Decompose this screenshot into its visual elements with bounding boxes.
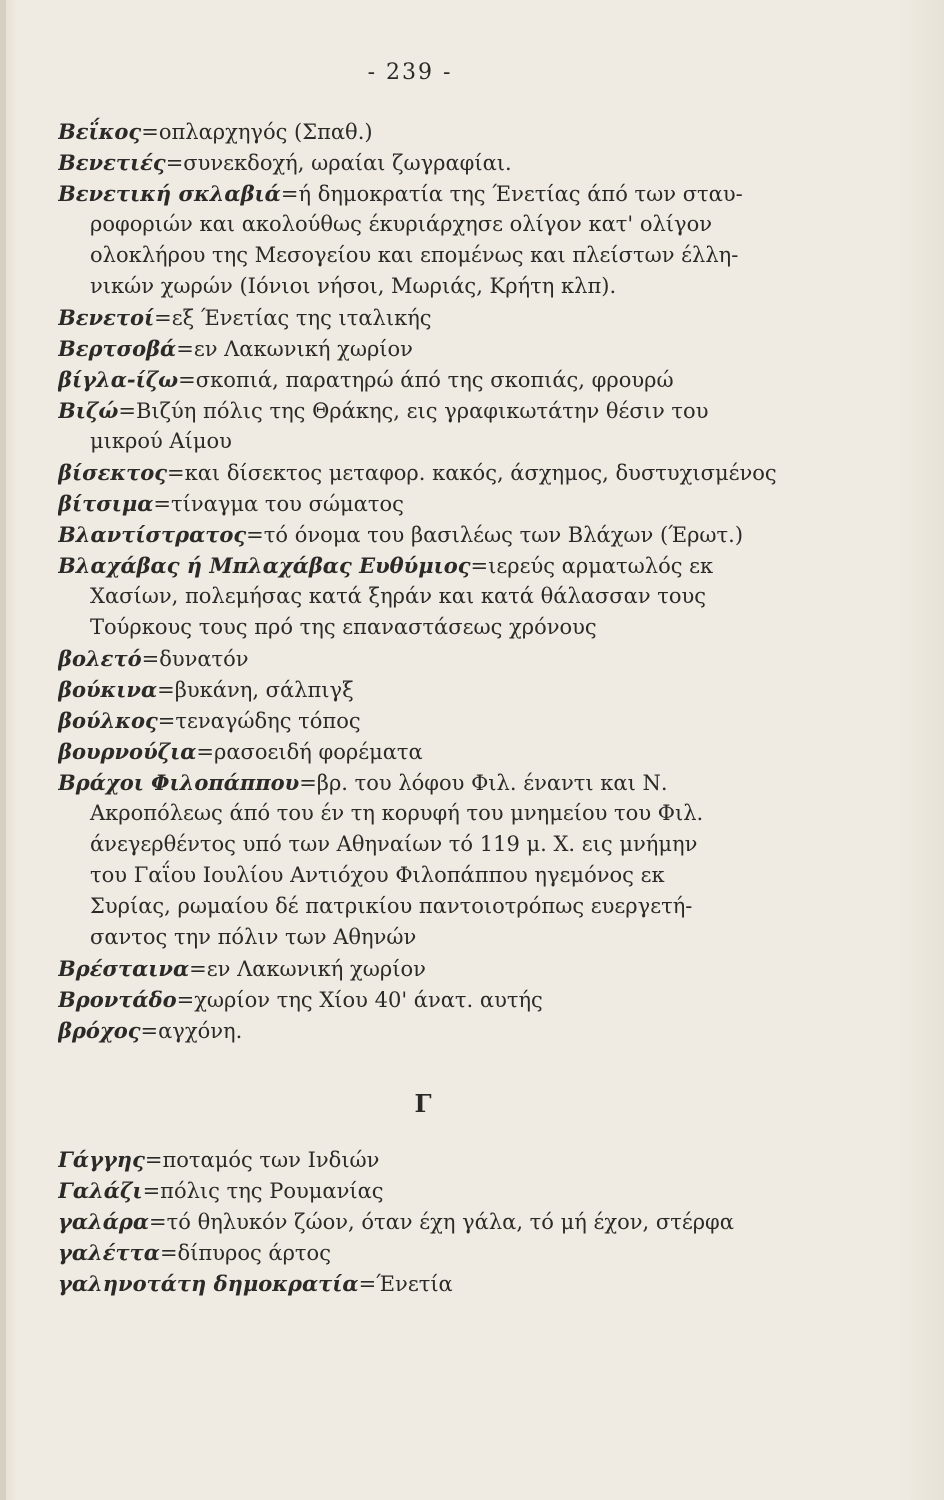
glossary-entry <box>58 364 798 395</box>
entry-definition: =ποταμός των Ινδιών <box>144 1148 380 1172</box>
entry-term: βουρνούζια <box>58 739 197 764</box>
entry-definition: =εν Λακωνική χωρίον <box>176 337 413 361</box>
entry-line <box>58 147 798 178</box>
entry-term: βούλκος <box>58 708 158 733</box>
entry-term: βολετό <box>58 646 142 671</box>
entry-line <box>58 860 798 891</box>
entry-definition: =τεναγώδης τόπος <box>157 709 361 733</box>
section-letter: Γ <box>414 1089 432 1118</box>
entry-term: Βροντάδο <box>58 987 177 1012</box>
entry-definition: =σκοπιά, παρατηρώ άπό της σκοπιάς, φρουρώ <box>178 368 674 392</box>
entry-definition: Τούρκους τους πρό της επαναστάσεως χρόνους <box>90 615 597 639</box>
glossary-entry <box>58 147 798 178</box>
entry-line <box>58 1015 798 1046</box>
entry-definition: =τίναγμα του σώματος <box>153 492 404 516</box>
entry-term: βίγλα-ίζω <box>58 367 179 392</box>
entry-term: βίσεκτος <box>58 460 168 485</box>
entry-definition: =βυκάνη, σάλπιγξ <box>157 678 354 702</box>
entry-line <box>58 984 798 1015</box>
glossary-entry <box>58 674 798 705</box>
glossary-entry <box>58 1144 798 1175</box>
entry-definition: =βρ. του λόφου Φιλ. έναντι και Ν. <box>299 771 668 795</box>
entry-line <box>58 674 798 705</box>
entry-line <box>58 333 798 364</box>
entry-line <box>58 953 798 984</box>
entry-line <box>58 240 798 271</box>
entry-line <box>58 488 798 519</box>
entry-definition: μικρού Αίμου <box>90 429 232 453</box>
entry-line <box>58 798 798 829</box>
entry-definition: άνεγερθέντος υπό των Αθηναίων τό 119 μ. Χ. εις μνήμην <box>90 832 698 856</box>
entry-line <box>58 209 798 240</box>
glossary-entry <box>58 705 798 736</box>
glossary-entry <box>58 178 798 302</box>
entry-definition: Συρίας, ρωμαίου δέ πατρικίου παντοιοτρόπως ευεργετή- <box>90 894 693 918</box>
entry-definition: Ακροπόλεως άπό του έν τη κορυφή του μνημείου του Φιλ. <box>90 801 704 825</box>
glossary-entry <box>58 333 798 364</box>
entry-term: Βλαχάβας ή Μπλαχάβας Ευθύμιος <box>58 553 471 578</box>
entry-term: Βεΐκος <box>58 119 142 144</box>
glossary-entry <box>58 488 798 519</box>
entry-line <box>58 922 798 953</box>
entry-definition: =δυνατόν <box>141 647 249 671</box>
entry-line <box>58 1144 798 1175</box>
entry-line <box>58 302 798 333</box>
entry-term: Βενετοί <box>58 305 155 330</box>
entries-section-g <box>58 1144 798 1299</box>
entry-definition: =χωρίον της Χίου 40' άνατ. αυτής <box>176 988 543 1012</box>
glossary-entry <box>58 395 798 457</box>
entry-definition: =δίπυρος άρτος <box>159 1241 331 1265</box>
entry-line <box>58 581 798 612</box>
entry-line <box>58 271 798 302</box>
page-number: - 239 - <box>367 60 453 85</box>
entry-definition: =ρασοειδή φορέματα <box>196 740 423 764</box>
entry-term: Βράχοι Φιλοπάππου <box>58 770 300 795</box>
glossary-entry <box>58 643 798 674</box>
entry-definition: =και δίσεκτος μεταφορ. κακός, άσχημος, δυστυχισμένος <box>167 461 777 485</box>
entry-term: βίτσιμα <box>58 491 154 516</box>
entry-term: Βρέσταινα <box>58 956 190 981</box>
glossary-entry <box>58 457 798 488</box>
glossary-entry <box>58 116 798 147</box>
entry-line <box>58 612 798 643</box>
entry-definition: ολοκλήρου της Μεσογείου και επομένως και πλείστων έλλη- <box>90 243 739 267</box>
entry-definition: =ή δημοκρατία της Ένετίας άπό των σταυ- <box>280 182 743 206</box>
entry-term: γαληνοτάτη δημοκρατία <box>58 1271 359 1296</box>
page-edge <box>0 0 6 1500</box>
entry-definition: =εν Λακωνική χωρίον <box>189 957 426 981</box>
entry-definition: =ιερεύς αρματωλός εκ <box>470 554 714 578</box>
entry-line <box>58 116 798 147</box>
entry-line <box>58 1206 798 1237</box>
glossary-entry <box>58 1268 798 1299</box>
entry-line <box>58 395 798 426</box>
entries-section-b <box>58 116 798 1046</box>
entry-term: γαλάρα <box>58 1209 150 1234</box>
entry-line <box>58 643 798 674</box>
entry-definition: του Γαΐου Ιουλίου Αντιόχου Φιλοπάππου ηγεμόνος εκ <box>90 863 665 887</box>
entry-line <box>58 519 798 550</box>
glossary-body <box>58 116 798 1299</box>
glossary-entry <box>58 736 798 767</box>
glossary-entry <box>58 519 798 550</box>
entry-term: Βλαντίστρατος <box>58 522 247 547</box>
entry-term: βούκινα <box>58 677 158 702</box>
entry-term: βρόχος <box>58 1018 141 1043</box>
entry-definition: Χασίων, πολεμήσας κατά ξηράν και κατά θάλασσαν τους <box>90 584 707 608</box>
glossary-entry <box>58 550 798 643</box>
entry-definition: =τό όνομα του βασιλέως των Βλάχων (Έρωτ.) <box>246 523 744 547</box>
entry-term: Γάγγης <box>58 1147 145 1172</box>
entry-term: Γαλάζι <box>58 1178 143 1203</box>
glossary-entry <box>58 1175 798 1206</box>
glossary-entry <box>58 953 798 984</box>
entry-definition: =συνεκδοχή, ωραίαι ζωγραφίαι. <box>165 151 512 175</box>
entry-definition: =οπλαρχηγός (Σπαθ.) <box>141 120 373 144</box>
entry-line <box>58 1175 798 1206</box>
entry-line <box>58 1237 798 1268</box>
entry-line <box>58 736 798 767</box>
entry-line <box>58 178 798 209</box>
entry-term: Βιζώ <box>58 398 119 423</box>
entry-definition: =Βιζύη πόλις της Θράκης, εις γραφικωτάτην θέσιν του <box>118 399 709 423</box>
glossary-entry <box>58 1015 798 1046</box>
entry-line <box>58 891 798 922</box>
entry-term: Βενετική σκλαβιά <box>58 181 281 206</box>
glossary-entry <box>58 302 798 333</box>
entry-line <box>58 1268 798 1299</box>
entry-line <box>58 705 798 736</box>
glossary-entry <box>58 767 798 953</box>
entry-line <box>58 364 798 395</box>
entry-definition: =αγχόνη. <box>140 1019 243 1043</box>
entry-line <box>58 829 798 860</box>
entry-term: γαλέττα <box>58 1240 160 1265</box>
entry-definition: =πόλις της Ρουμανίας <box>142 1179 384 1203</box>
glossary-entry <box>58 1206 798 1237</box>
glossary-entry <box>58 1237 798 1268</box>
entry-term: Βερτσοβά <box>58 336 177 361</box>
entry-definition: =Ένετία <box>358 1272 453 1296</box>
entry-line <box>58 550 798 581</box>
entry-definition: νικών χωρών (Ιόνιοι νήσοι, Μωριάς, Κρήτη κλπ). <box>90 274 617 298</box>
entry-term: Βενετιές <box>58 150 166 175</box>
entry-definition: =τό θηλυκόν ζώον, όταν έχη γάλα, τό μή έχον, στέρφα <box>149 1210 734 1234</box>
entry-line <box>58 426 798 457</box>
glossary-entry <box>58 984 798 1015</box>
entry-definition: ροφοριών και ακολούθως έκυριάρχησε ολίγον κατ' ολίγον <box>90 212 712 236</box>
entry-line <box>58 767 798 798</box>
entry-line <box>58 457 798 488</box>
entry-definition: =εξ Ένετίας της ιταλικής <box>154 306 432 330</box>
entry-definition: σαντος την πόλιν των Αθηνών <box>90 925 417 949</box>
